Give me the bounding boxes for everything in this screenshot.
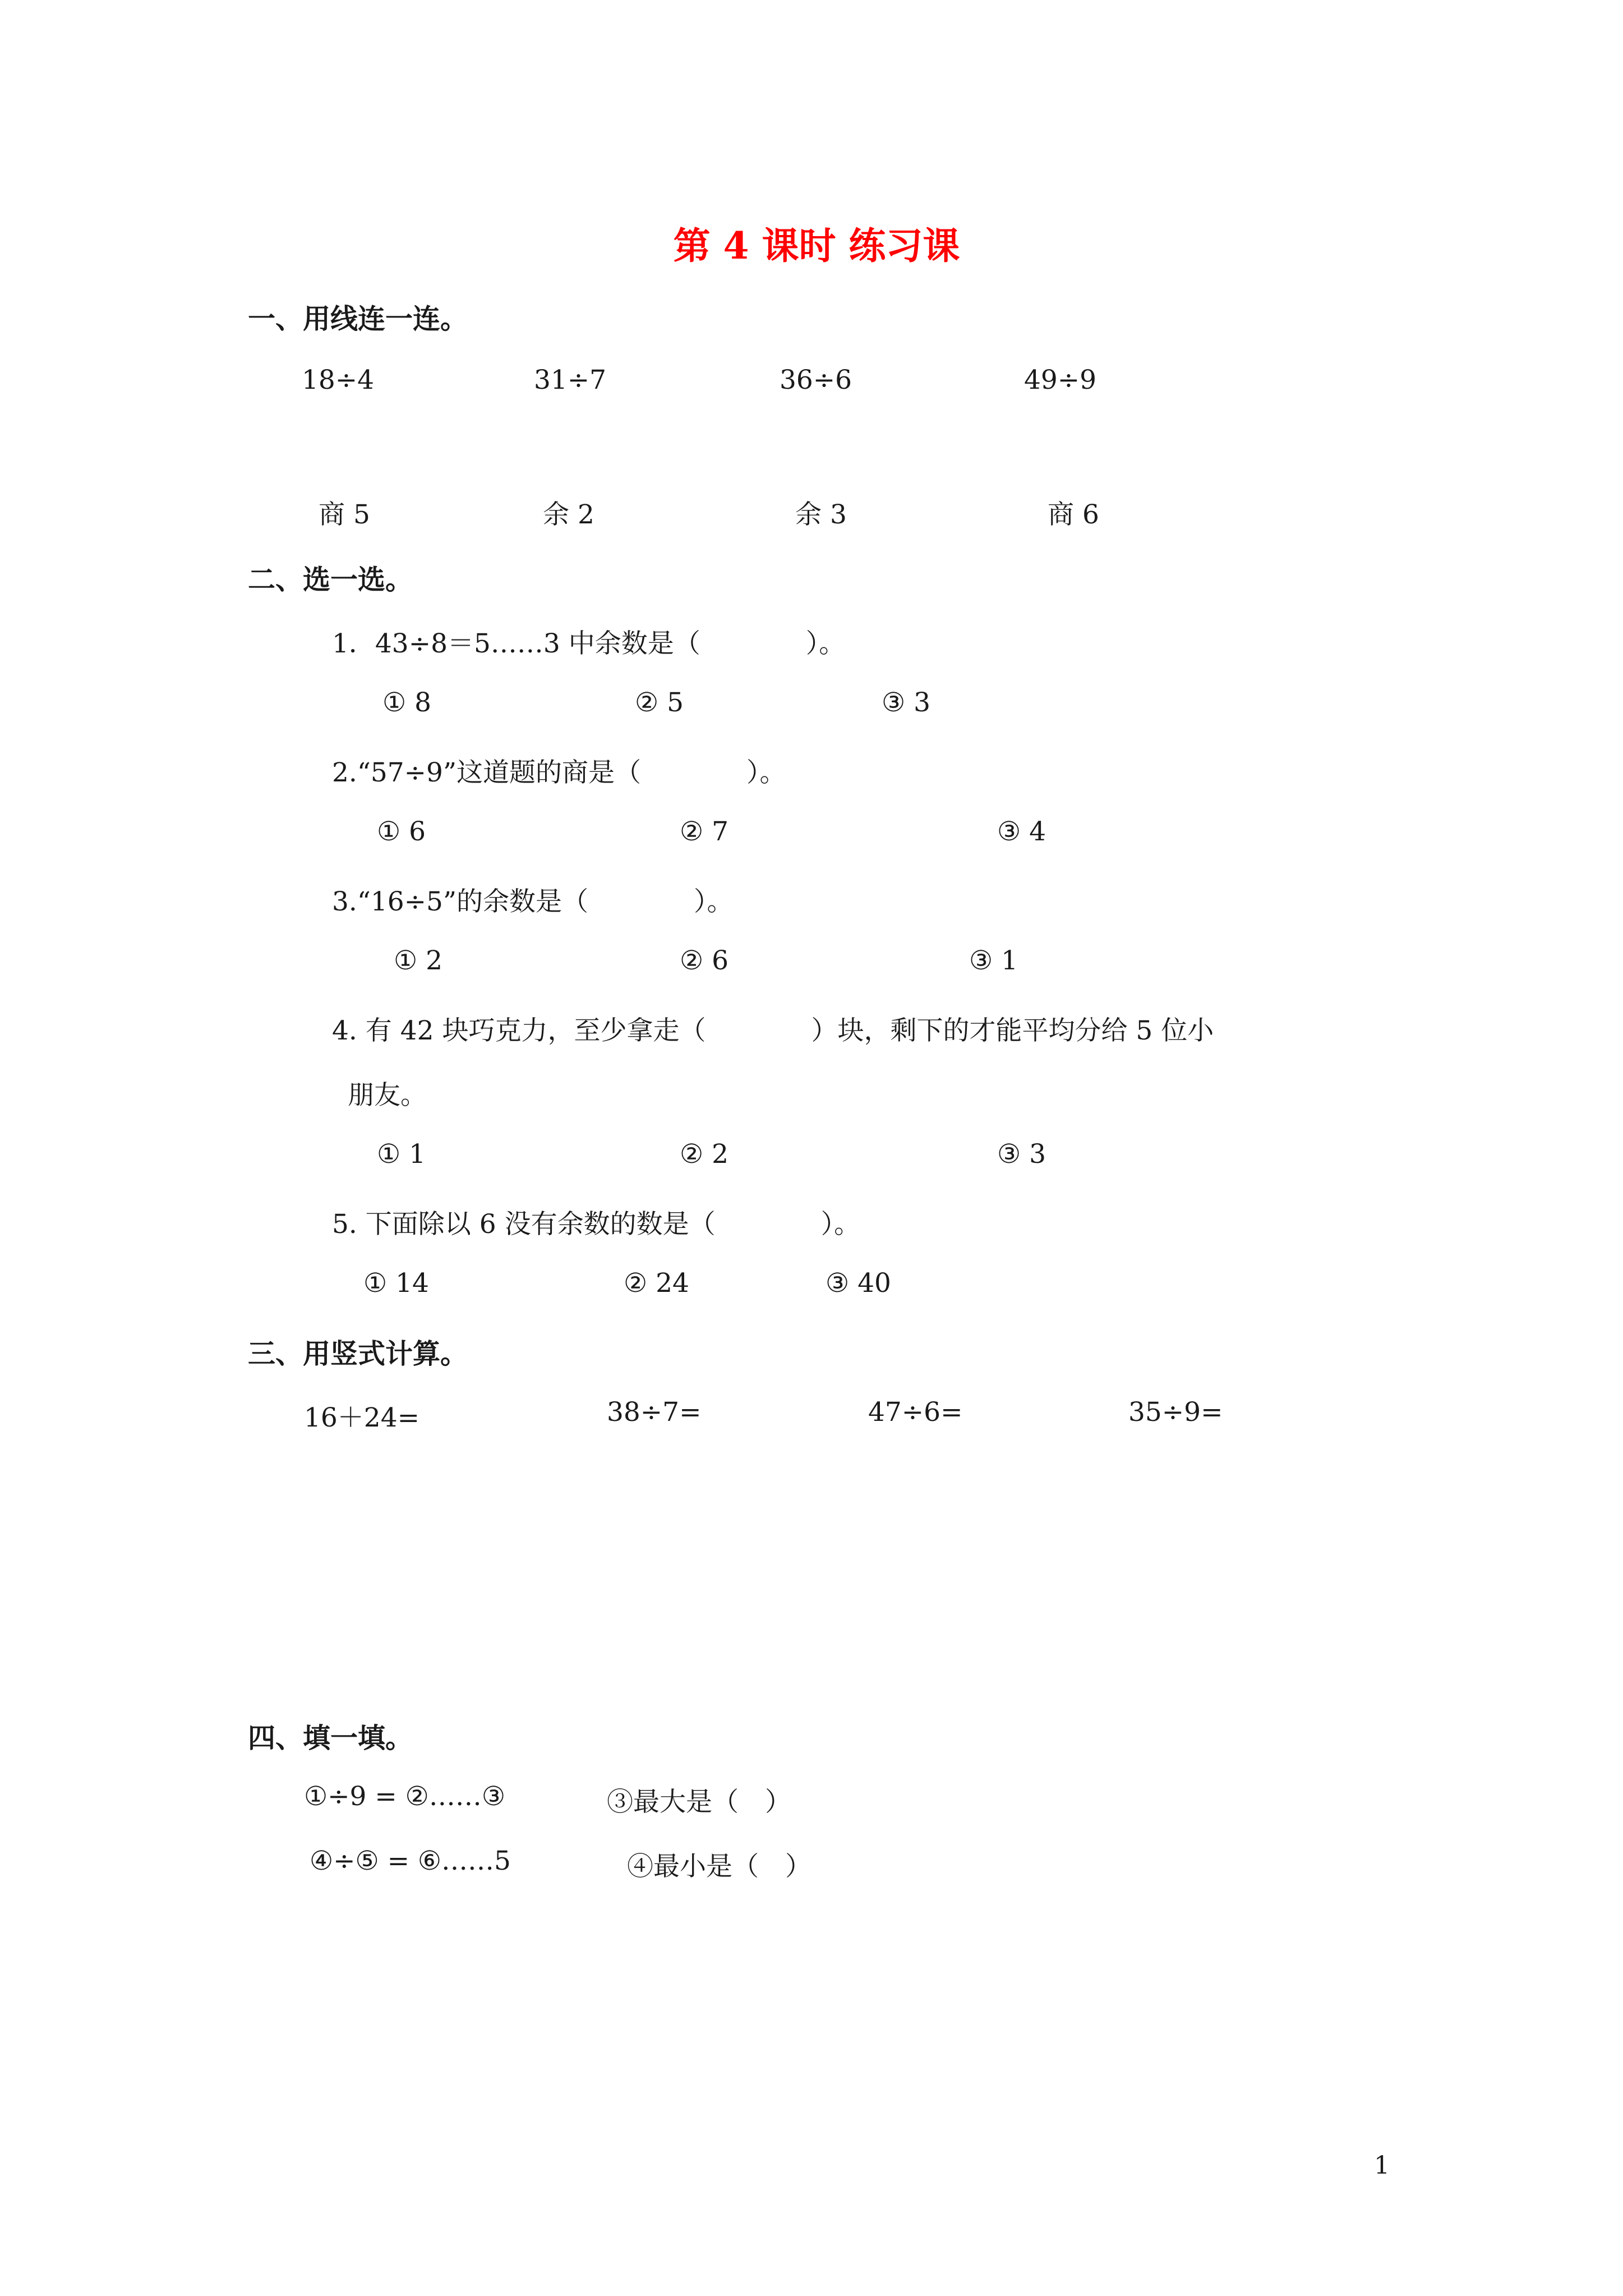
match-top-item: 36÷6 [780, 365, 852, 395]
calc-item: 16＋24= [304, 1402, 419, 1433]
fill-question: ③最大是（ ） [607, 1787, 791, 1818]
calc-item: 47÷6= [868, 1397, 963, 1428]
option: ① 2 [394, 945, 442, 976]
option: ③ 4 [997, 816, 1046, 847]
section-4-heading: 四、填一填。 [248, 1722, 413, 1754]
page-title: 第 4 课时 练习课 [673, 224, 960, 268]
fill-question: ④最小是（ ） [627, 1851, 811, 1882]
option: ③ 3 [882, 687, 930, 718]
question-4-continuation: 朋友。 [348, 1080, 427, 1111]
option: ③ 40 [826, 1268, 891, 1299]
match-bottom-item: 余 3 [795, 499, 847, 530]
option: ② 5 [635, 687, 684, 718]
question-4: 4. 有 42 块巧克力，至少拿走（ ）块，剩下的才能平均分给 5 位小 [332, 1015, 1214, 1046]
match-bottom-item: 商 6 [1048, 499, 1099, 530]
option: ② 24 [624, 1268, 689, 1299]
fill-equation: ①÷9 = ②……③ [304, 1781, 505, 1812]
question-5: 5. 下面除以 6 没有余数的数是（ ）。 [332, 1209, 861, 1240]
option: ③ 1 [969, 945, 1018, 976]
option: ① 14 [363, 1268, 429, 1299]
match-bottom-item: 商 5 [319, 499, 370, 530]
section-2-heading: 二、选一选。 [248, 563, 413, 596]
section-3-heading: 三、用竖式计算。 [248, 1337, 468, 1370]
question-1: 1．43÷8＝5……3 中余数是（ ）。 [332, 628, 846, 659]
match-bottom-item: 余 2 [543, 499, 594, 530]
question-3: 3.“16÷5”的余数是（ ）。 [332, 886, 734, 917]
option: ② 6 [680, 945, 728, 976]
calc-item: 35÷9= [1128, 1397, 1223, 1428]
fill-equation: ④÷⑤ = ⑥……5 [310, 1846, 511, 1876]
option: ③ 3 [997, 1139, 1046, 1170]
match-top-item: 49÷9 [1024, 365, 1097, 395]
match-top-item: 31÷7 [534, 365, 607, 395]
option: ② 2 [680, 1139, 728, 1170]
option: ① 6 [377, 816, 426, 847]
question-2: 2.“57÷9”这道题的商是（ ）。 [332, 757, 786, 788]
match-top-item: 18÷4 [302, 365, 375, 395]
option: ① 8 [382, 687, 431, 718]
option: ① 1 [377, 1139, 426, 1170]
calc-item: 38÷7= [607, 1397, 702, 1428]
page-number: 1 [1374, 2151, 1390, 2180]
option: ② 7 [680, 816, 728, 847]
section-1-heading: 一、用线连一连。 [248, 302, 468, 335]
